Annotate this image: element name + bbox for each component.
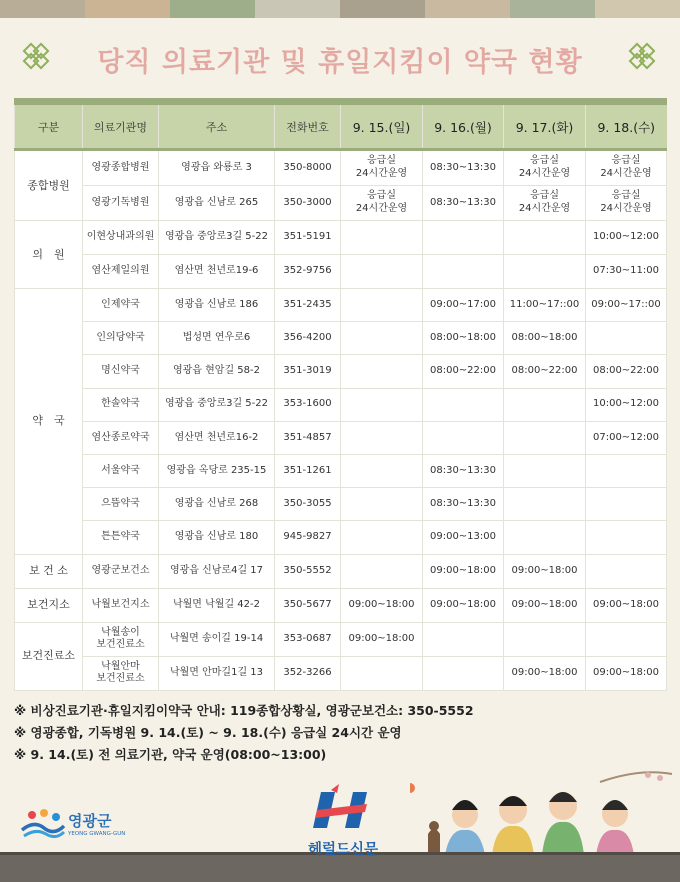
table-row [15,150,667,186]
table-row [15,454,667,487]
hours-day-16: 08:30~13:30 [423,150,504,186]
hours-day-17: 08:00~18:00 [504,322,586,355]
institution-name: 염산제일의원 [83,255,159,289]
table-row [15,221,667,255]
phone: 352-3266 [275,656,341,690]
address: 영광읍 현암길 58-2 [159,355,275,388]
schedule-table [14,98,667,691]
county-logo-name: 영광군 [68,811,112,830]
hours-day-17: 08:00~22:00 [504,355,586,388]
hours-day-15: 응급실 24시간운영 [341,185,423,221]
institution-name: 영광군보건소 [83,554,159,588]
address: 낙월면 낙월길 42-2 [159,588,275,622]
hours-day-15 [341,488,423,521]
institution-name: 으뜸약국 [83,488,159,521]
hours-day-16: 08:30~13:30 [423,454,504,487]
institution-name: 영광기독병원 [83,185,159,221]
header-day-17: 9. 17.(화) [504,102,586,150]
address: 낙월면 송이길 19-14 [159,622,275,656]
hours-day-17 [504,255,586,289]
hours-day-18: 10:00~12:00 [586,221,667,255]
category-cell: 보건진료소 [15,622,83,690]
hours-day-15 [341,554,423,588]
category-cell: 보건지소 [15,588,83,622]
institution-name: 낙월송이 보건진료소 [83,622,159,656]
table-row [15,289,667,322]
note-line: ※ 비상진료기관·휴일지킴이약국 안내: 119종합상황실, 영광군보건소: 350-5552 [14,703,474,718]
phone: 353-0687 [275,622,341,656]
hours-day-18 [586,622,667,656]
hours-day-15 [341,421,423,454]
institution-name: 인의당약국 [83,322,159,355]
header-day-15: 9. 15.(일) [341,102,423,150]
phone: 350-5677 [275,588,341,622]
hours-day-18: 09:00~18:00 [586,656,667,690]
hours-day-16 [423,421,504,454]
phone: 351-2435 [275,289,341,322]
institution-name: 한솔약국 [83,388,159,421]
category-cell: 약 국 [15,289,83,555]
hours-day-18: 09:00~17::00 [586,289,667,322]
table-row [15,656,667,690]
note-line: ※ 영광종합, 기독병원 9. 14.(토) ~ 9. 18.(수) 응급실 24시간 운영 [14,725,402,740]
institution-name: 이현상내과의원 [83,221,159,255]
hours-day-17 [504,454,586,487]
hours-day-16 [423,622,504,656]
hours-day-15 [341,355,423,388]
newspaper-logo-name: 헤럴드신문 [307,842,379,858]
hours-day-15 [341,255,423,289]
hours-day-16 [423,388,504,421]
phone: 352-9756 [275,255,341,289]
hours-day-16: 09:00~18:00 [423,554,504,588]
top-band-segment [340,0,425,18]
address: 염산면 천년로19-6 [159,255,275,289]
top-band-segment [510,0,595,18]
county-logo-subtitle: YEONG GWANG-GUN [68,830,126,837]
address: 염산면 천년로16-2 [159,421,275,454]
hours-day-18: 07:00~12:00 [586,421,667,454]
top-band-segment [0,0,85,18]
county-emblem-icon [18,806,68,840]
hours-day-16: 09:00~17:00 [423,289,504,322]
newspaper-logo [298,784,388,859]
address: 영광읍 신남로 268 [159,488,275,521]
hours-day-16: 09:00~13:00 [423,521,504,554]
top-band-segment [170,0,255,18]
header-institution: 의료기관명 [83,102,159,150]
hours-day-15 [341,388,423,421]
institution-name: 서울약국 [83,454,159,487]
hours-day-17: 응급실 24시간운영 [504,185,586,221]
hours-day-17: 09:00~18:00 [504,554,586,588]
top-band-segment [255,0,340,18]
table-row [15,488,667,521]
table-header-row [15,102,667,150]
header-category: 구분 [15,102,83,150]
institution-name: 낙월안마 보건진료소 [83,656,159,690]
top-band-segment [595,0,680,18]
notes [14,700,474,766]
header-day-18: 9. 18.(수) [586,102,667,150]
institution-name: 영광종합병원 [83,150,159,186]
hours-day-15 [341,656,423,690]
hours-day-16 [423,221,504,255]
hours-day-17 [504,421,586,454]
category-cell: 종합병원 [15,150,83,221]
address: 영광읍 신남로 186 [159,289,275,322]
hours-day-17: 응급실 24시간운영 [504,150,586,186]
phone: 353-1600 [275,388,341,421]
table-row [15,521,667,554]
institution-name: 튼튼약국 [83,521,159,554]
category-cell: 보 건 소 [15,554,83,588]
phone: 351-4857 [275,421,341,454]
phone: 945-9827 [275,521,341,554]
newspaper-h-logo-icon [307,784,379,832]
table-row [15,554,667,588]
table-row [15,622,667,656]
hours-day-16 [423,255,504,289]
hours-day-17 [504,488,586,521]
header-phone: 전화번호 [275,102,341,150]
address: 영광읍 신남로4길 17 [159,554,275,588]
hanbok-people-illustration [410,770,680,855]
hours-day-16 [423,656,504,690]
phone: 356-4200 [275,322,341,355]
page-title: 당직 의료기관 및 휴일지킴이 약국 현황 [97,47,583,78]
hours-day-18: 응급실 24시간운영 [586,150,667,186]
hours-day-17: 09:00~18:00 [504,588,586,622]
phone: 351-1261 [275,454,341,487]
institution-name: 낙월보건지소 [83,588,159,622]
phone: 351-5191 [275,221,341,255]
hours-day-18: 07:30~11:00 [586,255,667,289]
table-row [15,421,667,454]
top-band-segment [425,0,510,18]
hours-day-18: 08:00~22:00 [586,355,667,388]
table-row [15,322,667,355]
hours-day-15: 09:00~18:00 [341,588,423,622]
phone: 350-5552 [275,554,341,588]
address: 영광읍 신남로 265 [159,185,275,221]
hours-day-18 [586,488,667,521]
hours-day-18 [586,521,667,554]
hours-day-16: 08:30~13:30 [423,488,504,521]
phone: 350-8000 [275,150,341,186]
address: 법성면 연우로6 [159,322,275,355]
address: 영광읍 와룡로 3 [159,150,275,186]
table-row [15,255,667,289]
hours-day-15 [341,454,423,487]
hours-day-18: 09:00~18:00 [586,588,667,622]
address: 영광읍 신남로 180 [159,521,275,554]
category-cell: 의 원 [15,221,83,289]
header-address: 주소 [159,102,275,150]
address: 영광읍 옥당로 235-15 [159,454,275,487]
table-row [15,588,667,622]
phone: 351-3019 [275,355,341,388]
address: 영광읍 중앙로3길 5-22 [159,388,275,421]
hours-day-17: 09:00~18:00 [504,656,586,690]
hours-day-16: 08:00~22:00 [423,355,504,388]
institution-name: 인제약국 [83,289,159,322]
table-row [15,355,667,388]
county-logo [18,806,125,840]
hours-day-15 [341,521,423,554]
top-band-segment [85,0,170,18]
hours-day-15: 09:00~18:00 [341,622,423,656]
hours-day-18 [586,454,667,487]
hours-day-17: 11:00~17::00 [504,289,586,322]
address: 영광읍 중앙로3길 5-22 [159,221,275,255]
hours-day-16: 08:30~13:30 [423,185,504,221]
hours-day-15 [341,289,423,322]
decorative-top-band [0,0,680,18]
address: 낙월면 안마길1길 13 [159,656,275,690]
phone: 350-3000 [275,185,341,221]
institution-name: 명신약국 [83,355,159,388]
hours-day-18: 10:00~12:00 [586,388,667,421]
hours-day-18 [586,322,667,355]
note-line: ※ 9. 14.(토) 전 의료기관, 약국 운영(08:00~13:00) [14,747,327,762]
header-day-16: 9. 16.(월) [423,102,504,150]
phone: 350-3055 [275,488,341,521]
hours-day-16: 09:00~18:00 [423,588,504,622]
hours-day-15 [341,221,423,255]
hours-day-15: 응급실 24시간운영 [341,150,423,186]
hours-day-17 [504,622,586,656]
hours-day-18: 응급실 24시간운영 [586,185,667,221]
hours-day-16: 08:00~18:00 [423,322,504,355]
hours-day-17 [504,521,586,554]
hours-day-18 [586,554,667,588]
institution-name: 염산종로약국 [83,421,159,454]
table-row [15,185,667,221]
hours-day-15 [341,322,423,355]
table-row [15,388,667,421]
hours-day-17 [504,388,586,421]
hours-day-17 [504,221,586,255]
